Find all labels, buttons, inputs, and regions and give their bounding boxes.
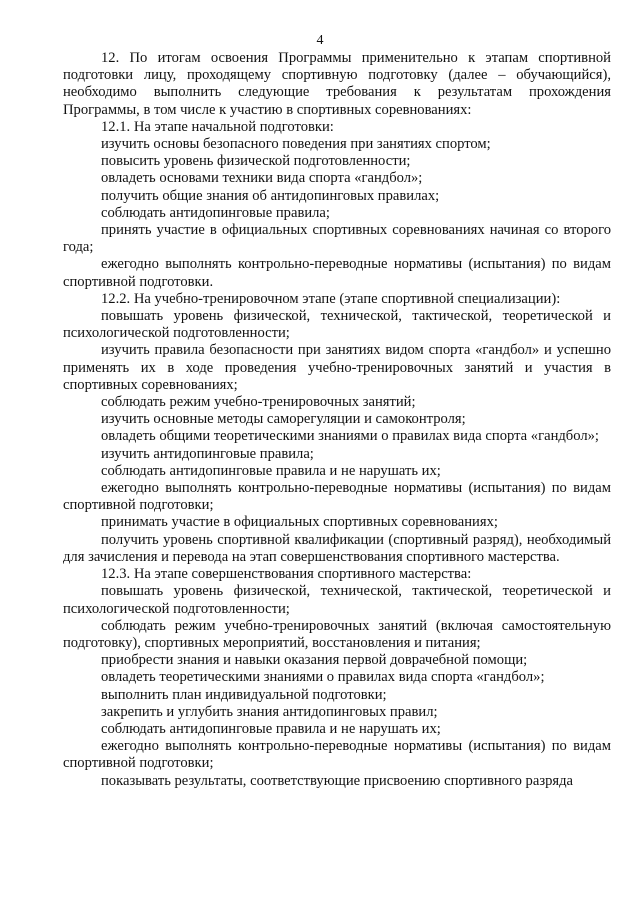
paragraph: получить уровень спортивной квалификации (спортивный разряд), необходимый для зачисления и перевода на этап совершенствования спортивного мастерства. xyxy=(63,531,611,565)
paragraph: соблюдать антидопинговые правила; xyxy=(101,204,330,221)
paragraph: овладеть основами техники вида спорта «гандбол»; xyxy=(101,170,423,187)
paragraph: ежегодно выполнять контрольно-переводные нормативы (испытания) по видам спортивной подготовки. xyxy=(63,256,611,290)
document-body xyxy=(63,50,611,790)
paragraph: повысить уровень физической подготовленности; xyxy=(101,153,411,170)
paragraph: 12.3. На этапе совершенствования спортивного мастерства: xyxy=(101,566,472,583)
paragraph: показывать результаты, соответствующие присвоению спортивного разряда xyxy=(101,772,574,789)
paragraph: закрепить и углубить знания антидопинговых правил; xyxy=(101,703,438,720)
paragraph: изучить основы безопасного поведения при занятиях спортом; xyxy=(101,136,491,153)
paragraph: повышать уровень физической, технической, тактической, теоретической и психологической подготовленности; xyxy=(63,583,611,617)
paragraph: получить общие знания об антидопинговых правилах; xyxy=(101,187,440,204)
paragraph: соблюдать режим учебно-тренировочных занятий (включая самостоятельную подготовку), спортивных мероприятий, восстановления и питания; xyxy=(63,617,611,651)
paragraph: принимать участие в официальных спортивных соревнованиях; xyxy=(101,514,498,531)
paragraph: изучить антидопинговые правила; xyxy=(101,445,314,462)
paragraph: соблюдать режим учебно-тренировочных занятий; xyxy=(101,394,416,411)
page-number: 4 xyxy=(316,33,324,48)
paragraph: изучить правила безопасности при занятиях видом спорта «гандбол» и успешно применять их в ходе проведения учебно-тренировочных занятий и участия в спортивных соревнованиях; xyxy=(63,342,611,393)
paragraph: выполнить план индивидуальной подготовки; xyxy=(101,686,387,703)
paragraph: 12.2. На учебно-тренировочном этапе (этапе спортивной специализации): xyxy=(101,290,561,307)
paragraph: ежегодно выполнять контрольно-переводные нормативы (испытания) по видам спортивной подготовки; xyxy=(63,480,611,514)
paragraph: соблюдать антидопинговые правила и не нарушать их; xyxy=(101,462,441,479)
paragraph: 12. По итогам освоения Программы применительно к этапам спортивной подготовки лицу, проходящему спортивную подготовку (далее – обучающийся), необходимо выполнить следующие требования к результатам прохождения Программы, в том числе к участию в спортивных соревнованиях: xyxy=(63,50,611,118)
paragraph: повышать уровень физической, технической, тактической, теоретической и психологической подготовленности; xyxy=(63,308,611,342)
paragraph: принять участие в официальных спортивных соревнованиях начиная со второго года; xyxy=(63,222,611,256)
paragraph: овладеть теоретическими знаниями о правилах вида спорта «гандбол»; xyxy=(101,669,545,686)
paragraph: овладеть общими теоретическими знаниями о правилах вида спорта «гандбол»; xyxy=(101,428,599,445)
paragraph: приобрести знания и навыки оказания первой доврачебной помощи; xyxy=(101,652,528,669)
paragraph: изучить основные методы саморегуляции и самоконтроля; xyxy=(101,411,466,428)
paragraph: ежегодно выполнять контрольно-переводные нормативы (испытания) по видам спортивной подготовки; xyxy=(63,738,611,772)
paragraph: 12.1. На этапе начальной подготовки: xyxy=(101,118,334,135)
paragraph: соблюдать антидопинговые правила и не нарушать их; xyxy=(101,720,441,737)
